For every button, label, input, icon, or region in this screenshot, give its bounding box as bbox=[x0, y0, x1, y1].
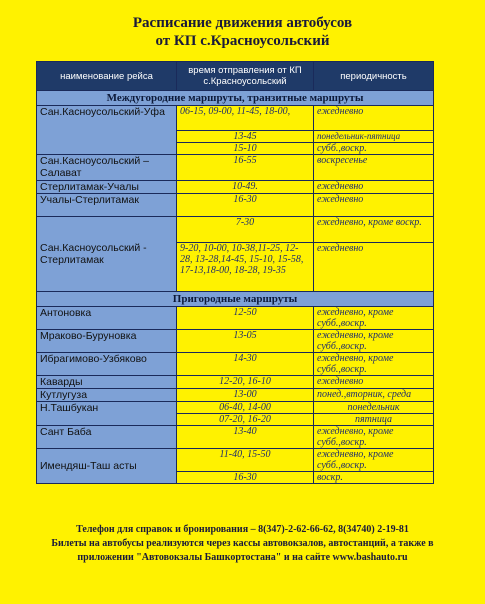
route-cell: Мраково-Буруновка bbox=[37, 330, 177, 353]
route-cell: Сан.Касноусольский - Стерлитамак bbox=[37, 217, 177, 292]
table-row bbox=[37, 330, 434, 353]
footer-line-2: Билеты на автобусы реализуются через кассы автовокзалов, автостанций, а также в bbox=[51, 538, 434, 549]
header-period: периодичность bbox=[314, 62, 434, 91]
time-cell: 7-30 bbox=[177, 217, 314, 243]
time-cell: 13-40 bbox=[177, 426, 314, 449]
title-line-2: от КП с.Красноусольский bbox=[155, 33, 330, 49]
schedule-table bbox=[36, 61, 434, 484]
footer bbox=[0, 524, 485, 566]
section-intercity: Междугородние маршруты, транзитные маршруты bbox=[37, 91, 434, 106]
period-cell: субб.,воскр. bbox=[314, 143, 434, 155]
time-cell: 12-50 bbox=[177, 307, 314, 330]
period-cell: ежедневно, кроме субб.,воскр. bbox=[314, 426, 434, 449]
table-row bbox=[37, 353, 434, 376]
time-cell: 06-15, 09-00, 11-45, 18-00, bbox=[177, 106, 314, 131]
period-cell: ежедневно bbox=[314, 106, 434, 131]
route-cell: Учалы-Стерлитамак bbox=[37, 194, 177, 217]
period-cell: ежедневно bbox=[314, 181, 434, 194]
route-cell: Стерлитамак-Учалы bbox=[37, 181, 177, 194]
period-cell: воскр. bbox=[314, 472, 434, 484]
table-row bbox=[37, 402, 434, 414]
period-cell: ежедневно, кроме субб.,воскр. bbox=[314, 307, 434, 330]
time-cell: 12-20, 16-10 bbox=[177, 376, 314, 389]
route-cell: Каварды bbox=[37, 376, 177, 389]
time-cell: 07-20, 16-20 bbox=[177, 414, 314, 426]
route-cell: Н.Ташбукан bbox=[37, 402, 177, 426]
route-cell: Кутлугуза bbox=[37, 389, 177, 402]
table-row bbox=[37, 307, 434, 330]
table-row bbox=[37, 181, 434, 194]
time-cell: 13-00 bbox=[177, 389, 314, 402]
time-cell: 11-40, 15-50 bbox=[177, 449, 314, 472]
section-suburban: Пригородные маршруты bbox=[37, 292, 434, 307]
time-cell: 14-30 bbox=[177, 353, 314, 376]
header-row bbox=[37, 62, 434, 91]
time-cell: 13-05 bbox=[177, 330, 314, 353]
time-cell: 9-20, 10-00, 10-38,11-25, 12-28, 13-28,14-45, 15-10, 15-58, 17-13,18-00, 18-28, 19-35 bbox=[177, 243, 314, 292]
period-cell: ежедневно, кроме субб.,воскр. bbox=[314, 449, 434, 472]
period-cell: ежедневно bbox=[314, 194, 434, 217]
route-cell: Имендяш-Таш асты bbox=[37, 449, 177, 484]
table-row bbox=[37, 217, 434, 243]
title-line-1: Расписание движения автобусов bbox=[132, 15, 353, 31]
table-row bbox=[37, 426, 434, 449]
section-row bbox=[37, 91, 434, 106]
time-cell: 13-45 bbox=[177, 131, 314, 143]
header-time: время отправления от КП с.Красноусольский bbox=[177, 62, 314, 91]
time-cell: 15-10 bbox=[177, 143, 314, 155]
table-row bbox=[37, 449, 434, 472]
table-row bbox=[37, 194, 434, 217]
period-cell: ежедневно, кроме субб.,воскр. bbox=[314, 330, 434, 353]
time-cell: 16-30 bbox=[177, 194, 314, 217]
table-row bbox=[37, 155, 434, 181]
period-cell: понедельник-пятница bbox=[314, 131, 434, 143]
section-row bbox=[37, 292, 434, 307]
period-cell: ежедневно, кроме воскр. bbox=[314, 217, 434, 243]
period-cell: ежедневно bbox=[314, 376, 434, 389]
table-row bbox=[37, 389, 434, 402]
time-cell: 16-55 bbox=[177, 155, 314, 181]
time-cell: 10-49. bbox=[177, 181, 314, 194]
period-cell: ежедневно bbox=[314, 243, 434, 292]
time-cell: 16-30 bbox=[177, 472, 314, 484]
period-cell: понедельник bbox=[314, 402, 434, 414]
table-row bbox=[37, 106, 434, 131]
route-cell: Сант Баба bbox=[37, 426, 177, 449]
period-cell: воскресенье bbox=[314, 155, 434, 181]
header-route: наименование рейса bbox=[37, 62, 177, 91]
page-title bbox=[0, 14, 485, 50]
route-cell: Сан.Касноусольский-Уфа bbox=[37, 106, 177, 155]
route-cell: Антоновка bbox=[37, 307, 177, 330]
route-cell: Ибрагимово-Узбяково bbox=[37, 353, 177, 376]
period-cell: пятница bbox=[314, 414, 434, 426]
time-cell: 06-40, 14-00 bbox=[177, 402, 314, 414]
footer-line-3: приложении "Автовокзалы Башкортостана" и на сайте www.bashauto.ru bbox=[77, 552, 408, 563]
table-row bbox=[37, 376, 434, 389]
route-cell: Сан.Касноусольский – Салават bbox=[37, 155, 177, 181]
period-cell: понед.,вторник, среда bbox=[314, 389, 434, 402]
period-cell: ежедневно, кроме субб.,воскр. bbox=[314, 353, 434, 376]
footer-phone: Телефон для справок и бронирования – 8(347)-2-62-66-62, 8(34740) 2-19-81 bbox=[76, 524, 409, 535]
